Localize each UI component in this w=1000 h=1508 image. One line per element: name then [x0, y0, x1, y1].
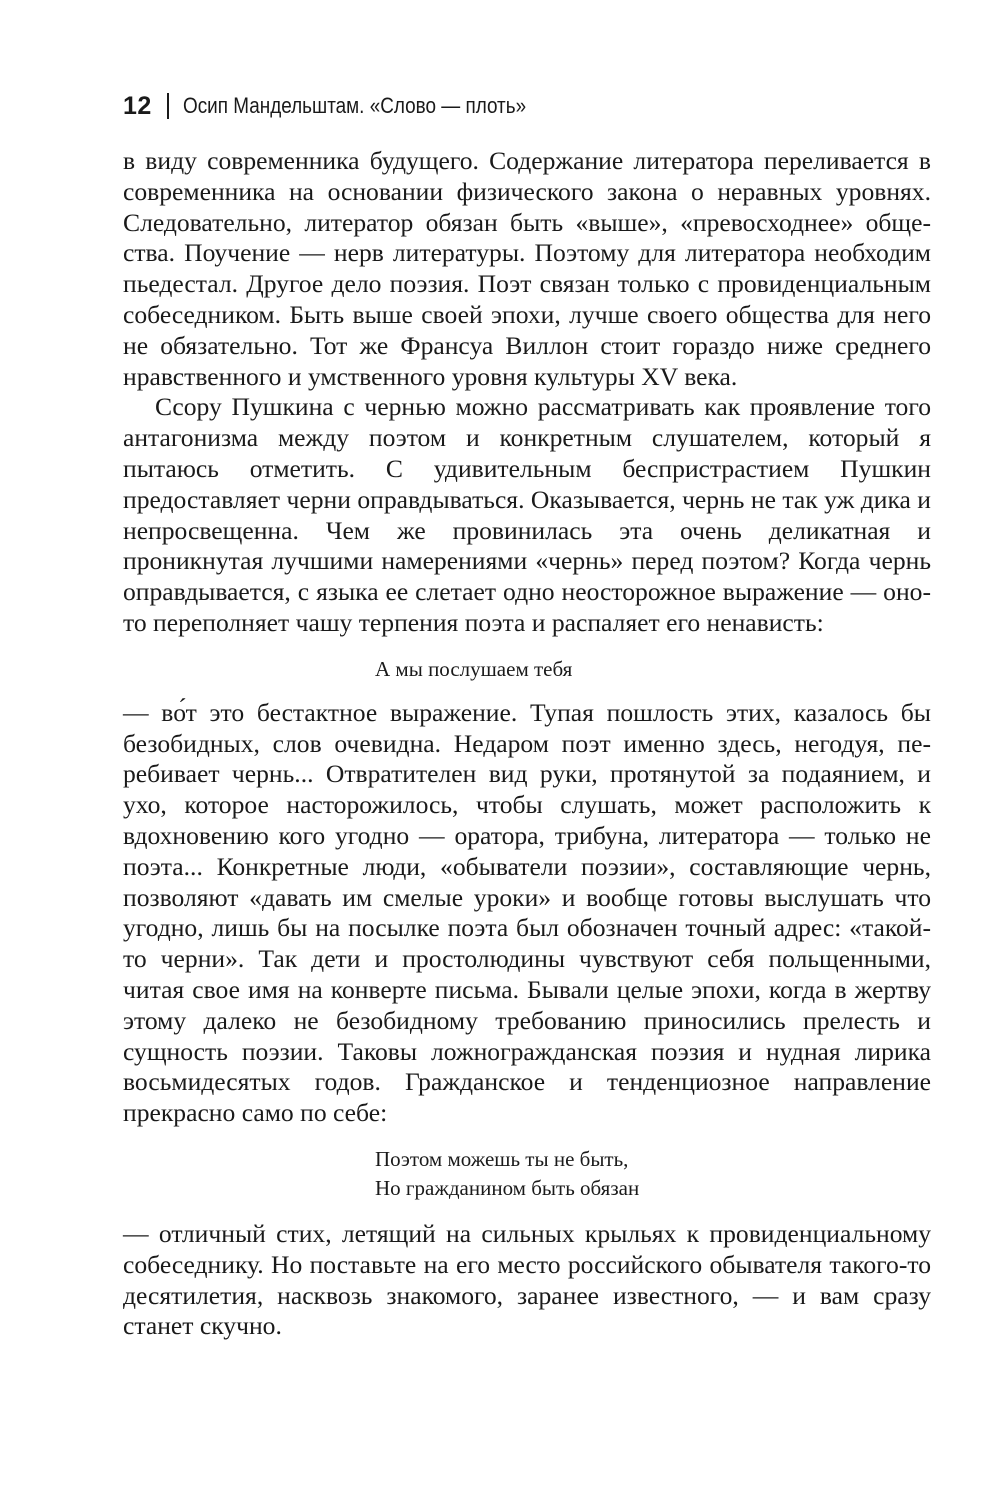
paragraph-conclusion: — отличный стих, летящий на сильных крыльях к провиденциальному собеседнику. Но поставьте на его место российского обывателя такого-то десятилетия, насквозь знакомого, заранее известного, — и вам сразу станет скучно.: [123, 1218, 931, 1341]
book-page: [123, 88, 931, 1342]
body-text: [123, 146, 931, 1342]
header-divider: [167, 93, 169, 119]
verse-line: Поэтом можешь ты не быть,: [375, 1146, 629, 1171]
paragraph-continuation: в виду современника будущего. Содержание литератора переливается в современника на основании физического закона о неравных уровнях. Следовательно, литератор обязан быть «выше», «превосходнее» общества. Поучение — нерв литературы. Поэтому для литератора необходим пьедестал. Другое дело поэзия. Поэт связан только с провиденциальным собеседником. Быть выше своей эпохи, лучше своего общества для него не обязательно. Тот же Франсуа Виллон стоит гораздо ниже среднего нравственного и умственного уровня культуры XV века.: [123, 146, 931, 391]
paragraph-pushkin: Ссору Пушкина с чернью можно рассматривать как проявление того антагонизма между поэтом и конкретным слушателем, который я пытаюсь отметить. С удивительным беспристрастием Пушкин предоставляет черни оправдываться. Оказывается, чернь не так уж дика и непросвещенна. Чем же провинилась эта очень деликатная и проникнутая лучшими намерениями «чернь» перед поэтом? Когда чернь оправдывается, с языка ее слетает одно неосторожное выражение — оно-то переполняет чашу терпения поэта и распаляет его ненависть:: [123, 392, 931, 637]
verse-line: Но гражданином быть обязан: [375, 1175, 640, 1200]
paragraph-tactless: — во́т это бестактное выражение. Тупая пошлость этих, казалось бы безобидных, слов очевидна. Недаром поэт именно здесь, негодуя, перебивает чернь... Отвратителен вид руки, протянутой за подаянием, и ухо, которое насторожилось, чтобы слушать, может расположить к вдохновению кого угодно — оратора, трибуна, литератора — только не поэта... Конкретные люди, «обыватели поэзии», составляющие чернь, позволяют «давать им смелые уроки» и вообще готовы выслушать что угодно, лишь бы на посылке поэта был обозначен точный адрес: «такой-то черни». Так дети и простолюдины чувствуют себя польщенными, читая свое имя на конверте письма. Бывали целые эпохи, когда в жертву этому далеко не безобидному требованию приносились прелесть и сущность поэзии. Таковы ложногражданская поэзия и нудная лирика восьмидесятых годов. Гражданское и тенденциозное направление прекрасно само по себе:: [123, 697, 931, 1128]
verse-quote-2: [375, 1145, 931, 1203]
running-head: [123, 88, 931, 124]
verse-quote-1: [375, 655, 931, 684]
running-title: Осип Мандельштам. «Слово — плоть»: [182, 93, 526, 118]
page-number: 12: [123, 91, 152, 120]
verse-line: А мы послушаем тебя: [375, 656, 573, 681]
